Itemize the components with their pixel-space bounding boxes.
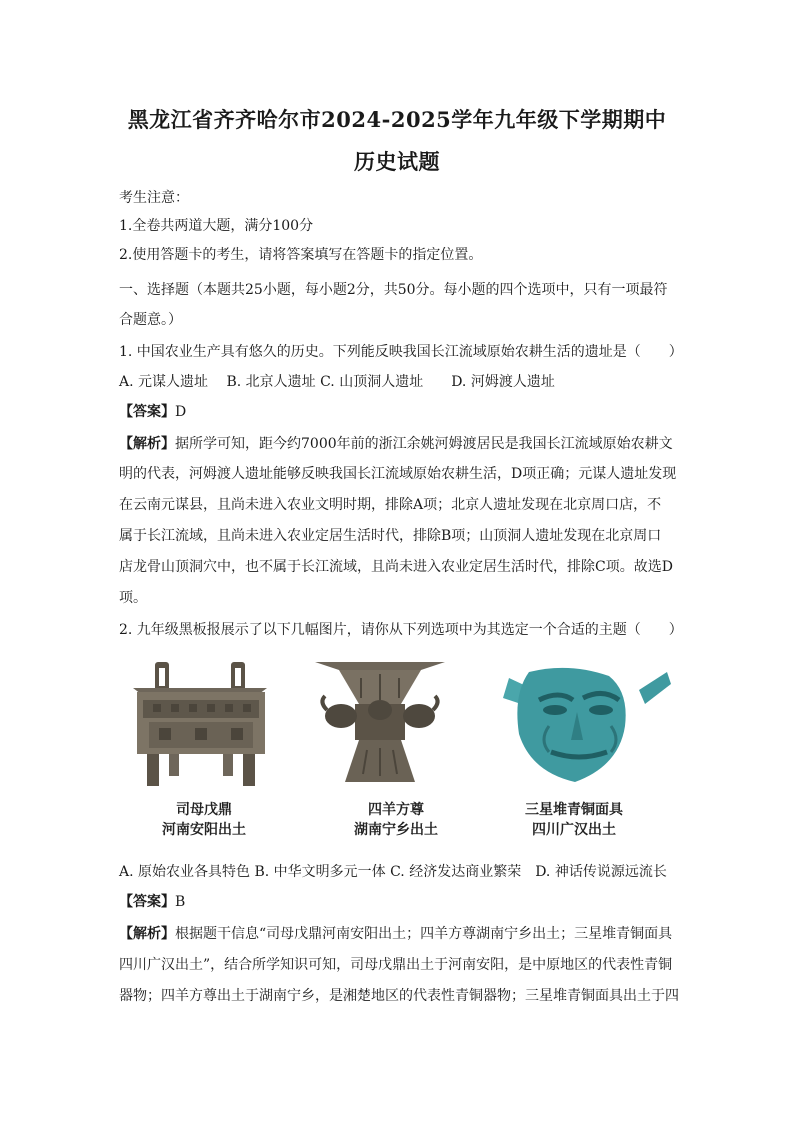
- analysis-line: 店龙骨山顶洞穴中，也不属于长江流域，且尚未进入农业定居生活时代，排除C项。故选D: [119, 559, 673, 575]
- figure-zun: [311, 650, 481, 845]
- section-heading: 一、选择题（本题共25小题，每小题2分，共50分。每小题的四个选项中，只有一项最符: [119, 282, 668, 298]
- analysis-line: 器物；四羊方尊出土于湖南宁乡，是湘楚地区的代表性青铜器物；三星堆青铜面具出土于四: [119, 988, 679, 1004]
- section-heading: 合题意。）: [119, 312, 182, 328]
- answer-value: D: [175, 404, 187, 420]
- figure-caption-place: 四川广汉出土: [532, 822, 616, 838]
- answer-label: 【答案】: [119, 404, 175, 420]
- analysis-line: [119, 434, 679, 454]
- figure-ding: [119, 650, 289, 845]
- analysis-line: 在云南元谋县，且尚未进入农业文明时期，排除A项；北京人遗址发现在北京周口店，不: [119, 497, 662, 513]
- notice-item: 2.使用答题卡的考生，请将答案填写在答题卡的指定位置。: [119, 247, 483, 263]
- question-options: A. 元谋人遗址 B. 北京人遗址 C. 山顶洞人遗址 D. 河姆渡人遗址: [119, 374, 555, 390]
- figure-caption-name: 三星堆青铜面具: [525, 802, 623, 818]
- answer-label: 【答案】: [119, 894, 175, 910]
- analysis-line: 属于长江流域，且尚未进入农业定居生活时代，排除B项；山顶洞人遗址发现在北京周口: [119, 528, 662, 544]
- figure-caption-place: 湖南宁乡出土: [354, 822, 438, 838]
- analysis-line: 项。: [119, 590, 147, 606]
- page-title: 黑龙江省齐齐哈尔市2024-2025学年九年级下学期期中: [127, 107, 667, 132]
- analysis-line: 明的代表，河姆渡人遗址能够反映我国长江流域原始农耕生活，D项正确；元谋人遗址发现: [119, 466, 677, 482]
- answer-line: [119, 402, 679, 422]
- analysis-text: 据所学可知，距今约7000年前的浙江余姚河姆渡居民是我国长江流域原始农耕文: [175, 436, 673, 452]
- answer-value: B: [175, 894, 186, 910]
- page-subtitle: 历史试题: [354, 149, 440, 174]
- artifact-figure: [119, 650, 679, 850]
- figure-caption-place: 河南安阳出土: [162, 822, 246, 838]
- figure-caption-name: 四羊方尊: [368, 802, 424, 818]
- notice-item: 1.全卷共两道大题，满分100分: [119, 218, 314, 234]
- question-stem: 2. 九年级黑板报展示了以下几幅图片，请你从下列选项中为其选定一个合适的主题（ ）: [119, 622, 683, 638]
- bronze-mask-icon: [489, 650, 679, 790]
- figure-mask: [489, 650, 659, 845]
- question-options: A. 原始农业各具特色 B. 中华文明多元一体 C. 经济发达商业繁荣 D. 神话传说源远流长: [119, 864, 667, 880]
- answer-line: [119, 892, 679, 912]
- figure-caption-name: 司母戊鼎: [176, 802, 232, 818]
- analysis-text: 根据题干信息“司母戊鼎河南安阳出土；四羊方尊湖南宁乡出土；三星堆青铜面具: [175, 926, 673, 942]
- analysis-line: [119, 924, 679, 944]
- notice-heading: 考生注意：: [119, 190, 189, 206]
- analysis-label: 【解析】: [119, 436, 175, 452]
- question-stem: 1. 中国农业生产具有悠久的历史。下列能反映我国长江流域原始农耕生活的遗址是（ ）: [119, 344, 683, 360]
- analysis-line: 四川广汉出土”，结合所学知识可知，司母戊鼎出土于河南安阳，是中原地区的代表性青铜: [119, 957, 673, 973]
- analysis-label: 【解析】: [119, 926, 175, 942]
- bronze-zun-icon: [311, 650, 481, 790]
- bronze-ding-icon: [119, 650, 289, 790]
